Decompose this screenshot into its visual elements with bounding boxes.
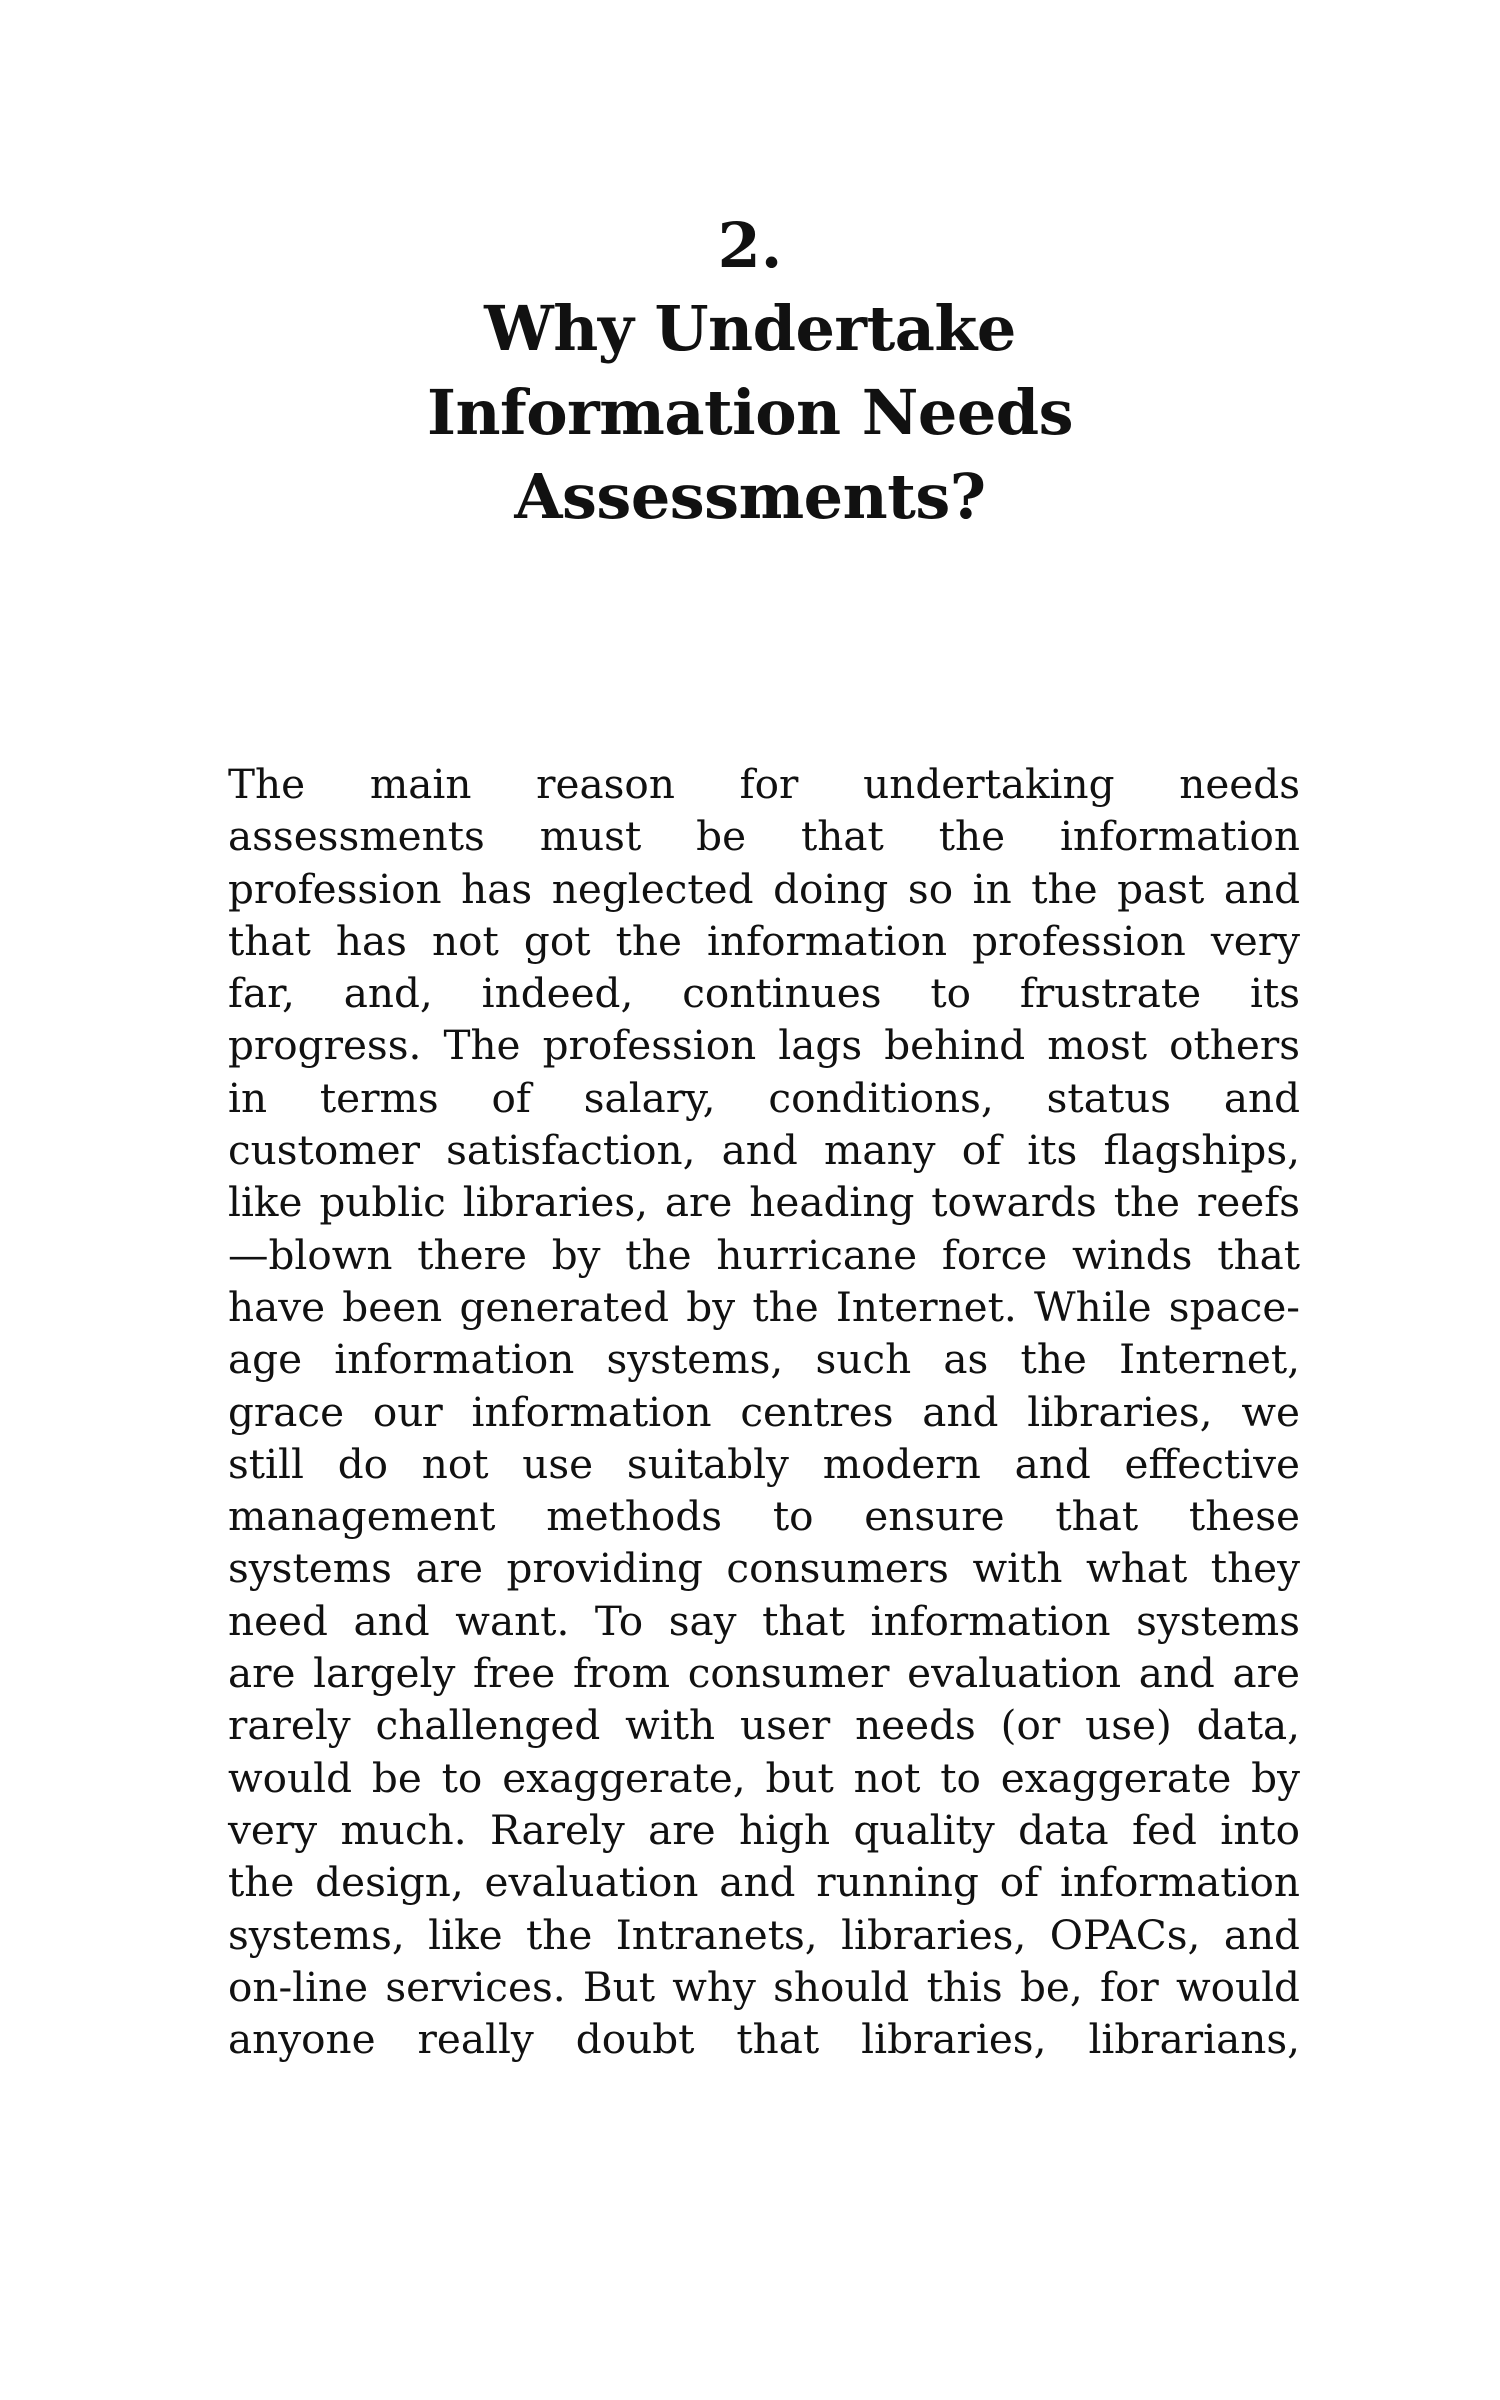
text-line: need and want. To say that information systems [228,1596,1300,1645]
chapter-title-line: Information Needs [426,376,1074,449]
text-line: management methods to ensure that these [228,1492,1300,1541]
text-line: The main reason for undertaking needs [228,760,1300,808]
text-line: on-line services. But why should this be, for would [228,1962,1300,2011]
chapter-title [0,287,1500,539]
text-line: —blown there by the hurricane force winds that [228,1230,1300,1279]
text-line: would be to exaggerate, but not to exaggerate by [228,1753,1300,1802]
text-line: customer satisfaction, and many of its flagships, [228,1126,1300,1175]
text-line: progress. The profession lags behind most others [228,1021,1300,1070]
text-line: assessments must be that the information [228,812,1300,861]
chapter-title-line: Assessments? [514,460,986,533]
text-line: still do not use suitably modern and effective [228,1439,1300,1488]
text-line: grace our information centres and libraries, we [228,1387,1300,1436]
text-line: profession has neglected doing so in the past and [228,864,1300,913]
text-line: rarely challenged with user needs (or use) data, [228,1701,1300,1750]
chapter-number: 2. [717,209,783,282]
text-line: in terms of salary, conditions, status and [228,1073,1300,1122]
text-line: like public libraries, are heading towards the reefs [228,1178,1300,1227]
text-line: systems are providing consumers with what they [228,1544,1300,1593]
text-line: very much. Rarely are high quality data fed into [228,1805,1300,1854]
text-line: that has not got the information profession very [228,916,1300,965]
text-line: far, and, indeed, continues to frustrate its [228,969,1300,1018]
text-line: anyone really doubt that libraries, librarians, [228,2015,1300,2064]
text-line: systems, like the Intranets, libraries, OPACs, and [228,1910,1300,1959]
text-line: the design, evaluation and running of information [228,1858,1300,1907]
chapter-title-line: Why Undertake [484,292,1016,365]
body-paragraph [228,758,1300,2065]
text-line: have been generated by the Internet. While space- [228,1282,1300,1331]
chapter-heading [0,205,1500,539]
text-line: age information systems, such as the Internet, [228,1335,1300,1384]
text-line: are largely free from consumer evaluation and are [228,1649,1300,1698]
